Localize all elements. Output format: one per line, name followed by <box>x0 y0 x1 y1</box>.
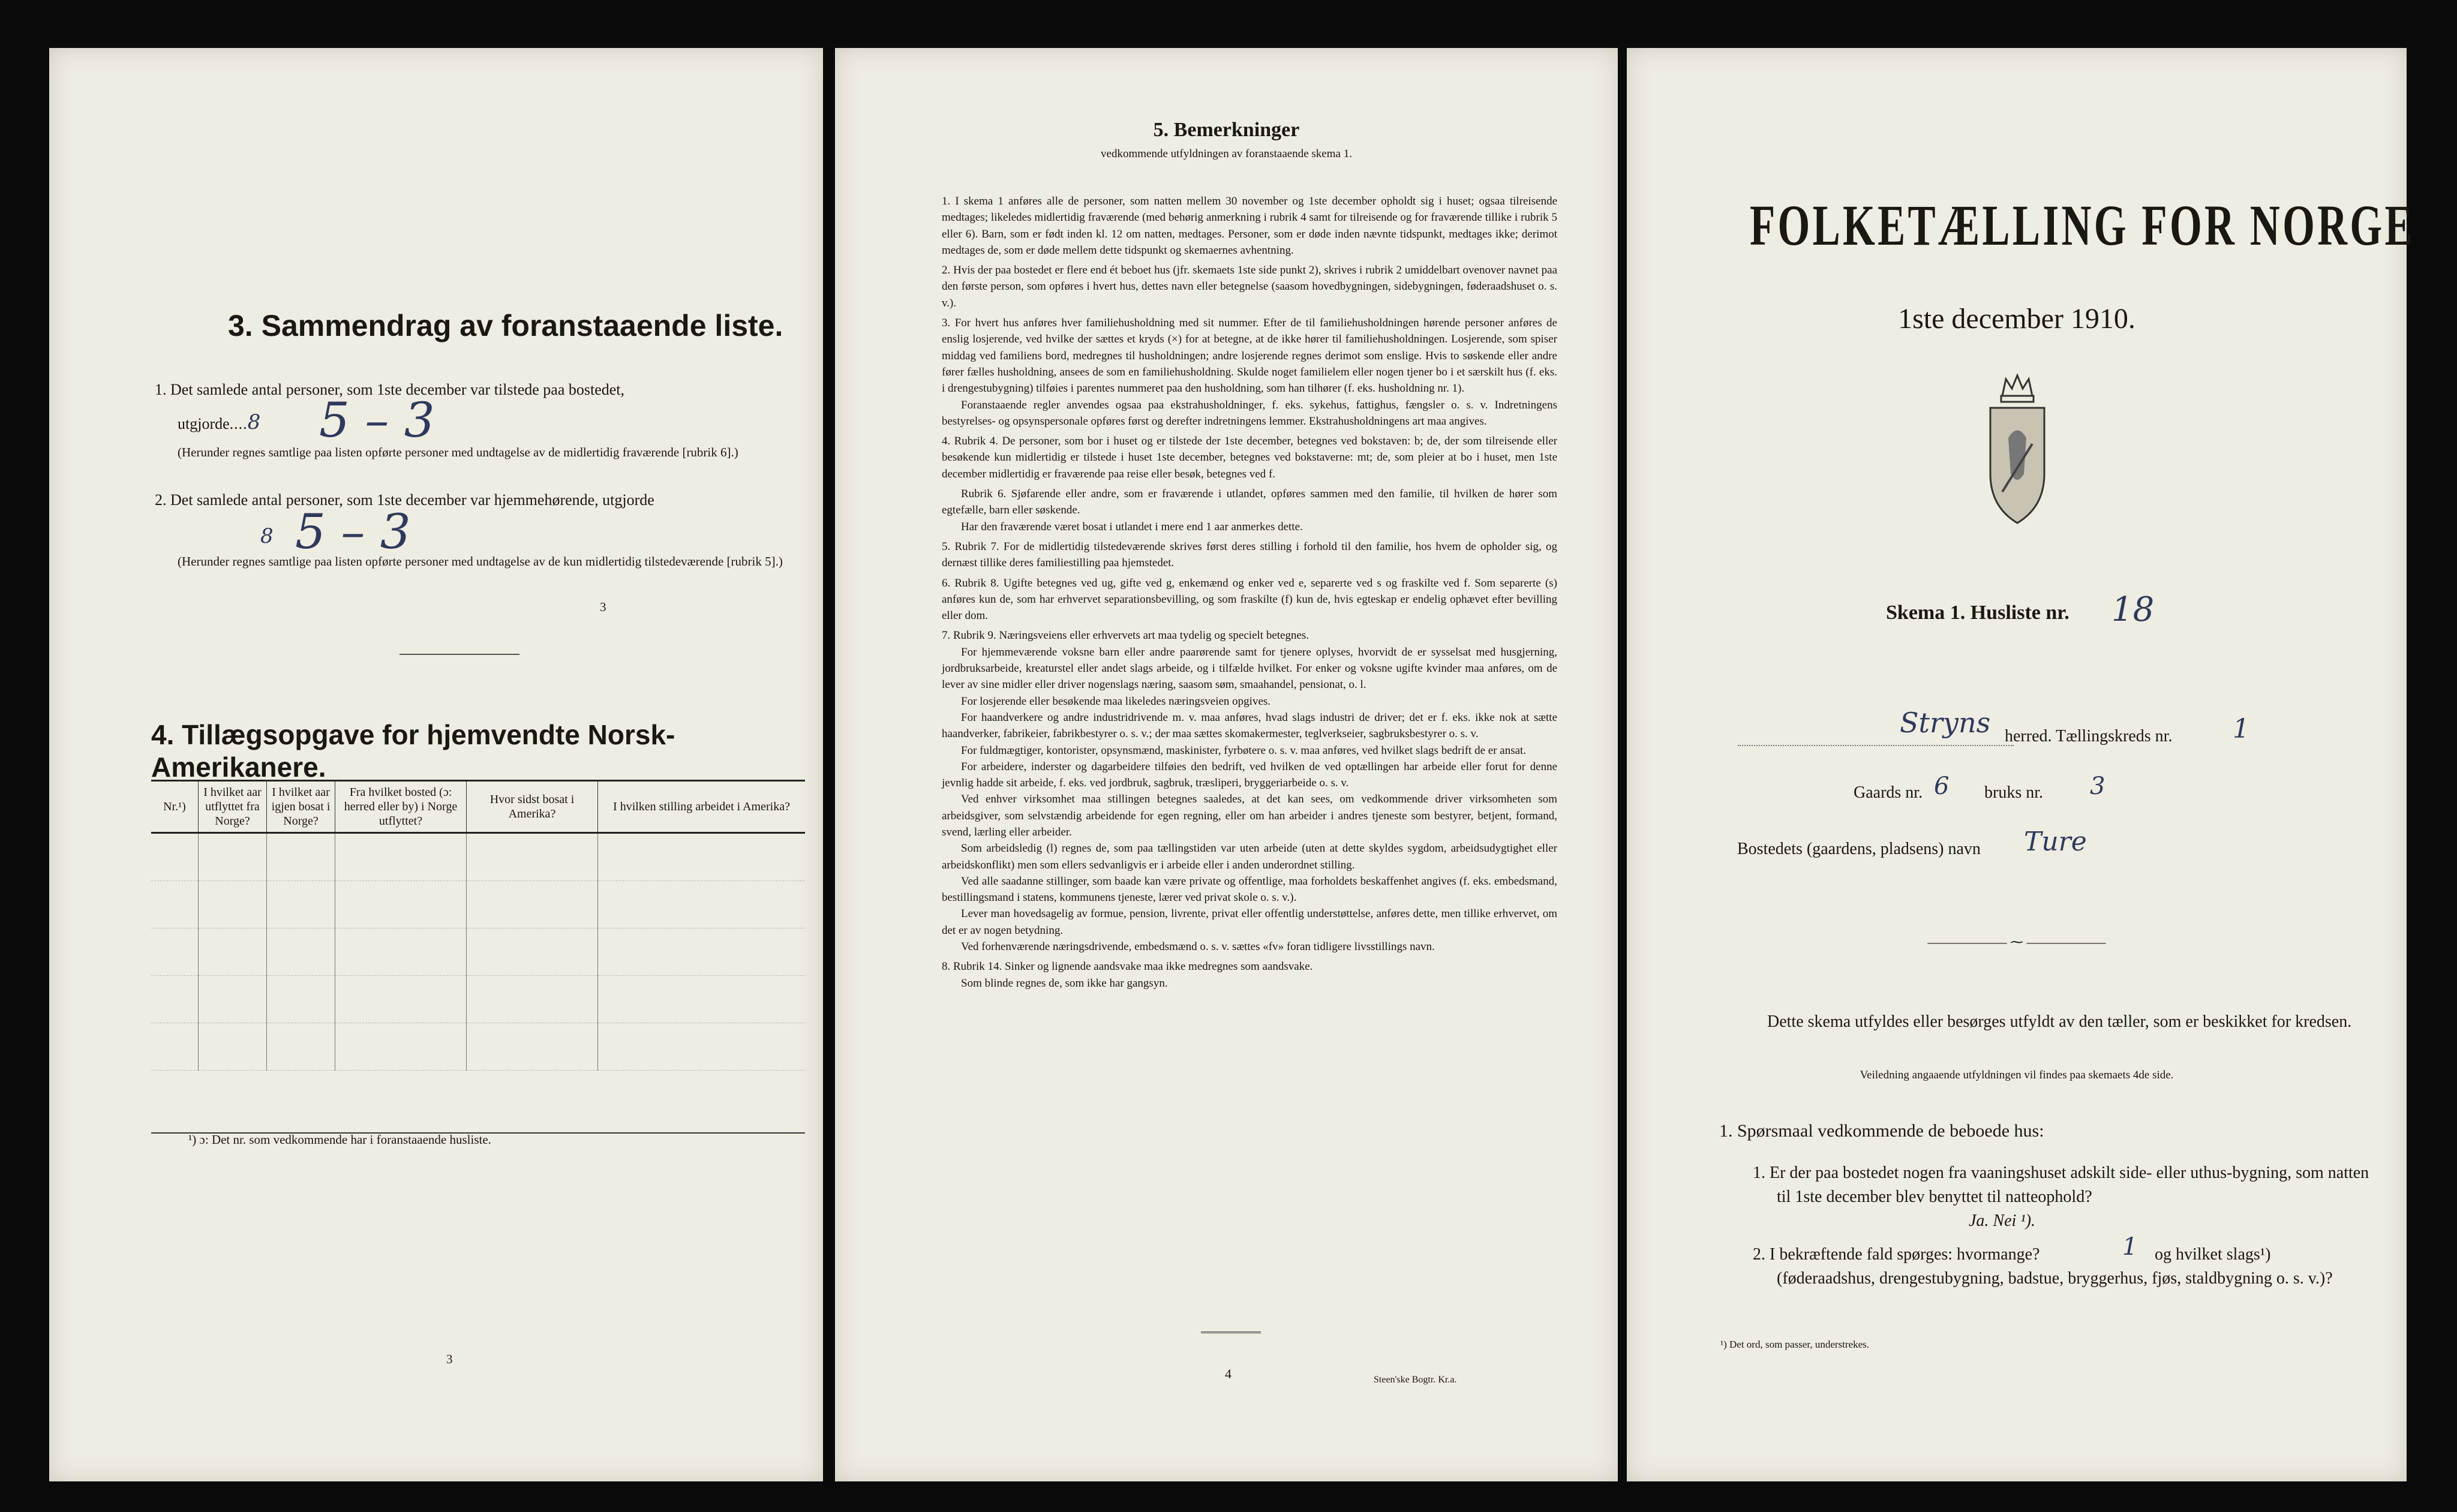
remark-5: 5. Rubrik 7. For de midlertidig tilstedeværende skrives først deres stilling i forhold til den familie, hos hvem de opholder sig, og dernæst tillike deres familiestilling paa hjemstedet. <box>942 540 1557 570</box>
item-2-value: 8 <box>260 524 274 548</box>
table-header: Hvor sidst bosat i Amerika? <box>467 781 598 833</box>
schema-label: Skema 1. Husliste nr. <box>1886 602 2069 624</box>
page-number: 3 <box>446 1352 453 1366</box>
item-2-text: 2. Det samlede antal personer, som 1ste december var hjemmehørende, utgjorde <box>155 491 654 509</box>
remark-3: 3. For hvert hus anføres hver familiehusholdning med sit nummer. Efter de til familiehusholdningen hørende personer anføres de enslig losjerende, ved hvilke der sættes et kryds (×) for at betegne, at de ikke hører til familiehusholdningen. Losjerende, som spiser middag ved familiens bord, medregnes til husholdningen; andre losjerende regnes derimot som enslige. Hvis to søskende eller andre fører fælles husholdning, ansees de som en familiehusholdning. Skulde noget familielem eller nogen tjener bo i et særskilt hus (f. eks. i drengestubygning) tilføies i parentes nummeret paa den husholdning, som han tilhører (f. eks. husholdning nr. 1). <box>942 317 1557 395</box>
bosted-handwriting: Ture <box>2024 826 2087 857</box>
remark-7: 7. Rubrik 9. Næringsveiens eller erhvervets art maa tydelig og specielt betegnes. <box>942 629 1309 642</box>
printer-mark: Steen'ske Bogtr. Kr.a. <box>1374 1375 1457 1385</box>
question-2: 2. I bekræftende fald spørges: hvormange? <box>1753 1245 2040 1264</box>
remarks-body <box>942 193 1557 991</box>
item-1-handwriting: 5 – 3 <box>319 392 435 448</box>
remark-7j: Ved forhenværende næringsdrivende, embedsmænd o. s. v. sættes «fv» foran tidligere livsstillings navn. <box>961 940 1435 954</box>
kreds-handwriting: 1 <box>2233 714 2249 744</box>
census-date: 1ste december 1910. <box>1898 303 2135 335</box>
remarks-subtitle: vedkommende utfyldningen av foranstaaende skema 1. <box>1101 148 1352 160</box>
divider <box>400 654 519 655</box>
remark-4b: Rubrik 6. Sjøfarende eller andre, som er fraværende i utlandet, opføres sammen med den familie, til hvilken de hører som egtefælle, barn eller søskende. <box>942 488 1557 517</box>
ornament: ―――――― ⁓ ―――――― <box>1927 934 2106 949</box>
norsk-amerikanere-table <box>151 780 805 1071</box>
table-header: I hvilket aar utflyttet fra Norge? <box>199 781 267 833</box>
remark-7e: For arbeidere, inderster og dagarbeidere tilføies den bedrift, ved hvilken de ved optællingen har arbeide eller forut for denne jevnlig hadde sit arbeide, f. eks. ved jordbruk, sagbruk, træsliperi, bryggeriarbeide o. s. v. <box>942 760 1557 790</box>
question-2-handwriting: 1 <box>2122 1233 2138 1261</box>
item-1-lead: utgjorde....8 <box>178 410 261 434</box>
remark-7c: For haandverkere og andre industridrivende m. v. maa anføres, hvad slags industri de driver; det er f. eks. ikke nok at sætte haandverker, fabrikeier, fabrikbestyrer o. s. v.; der maa sættes skomakermester, teglverkseier, sagbruksbestyrer o. s. v. <box>942 711 1557 741</box>
item-2-note: (Herunder regnes samtlige paa listen opførte personer med undtagelse av de kun midlertidig tilstedeværende [rubrik 5].) <box>178 554 783 569</box>
cover-page <box>1627 48 2415 1481</box>
question-1: 1. Er der paa bostedet nogen fra vaaningshuset adskilt side- eller uthus-bygning, som natten til 1ste december blev benyttet til natteophold? <box>1753 1164 2369 1206</box>
remark-4: 4. Rubrik 4. De personer, som bor i huset og er tilstede der 1ste december, betegnes ved bokstaven: b; de, der som tilreisende eller besøkende kun midlertidig er tilstede i huset 1ste december, betegnes ved bokstaverne: mt; de, som pleier at bo i huset, men 1ste december midlertidig er fraværende paa reise eller besøk, betegnes ved f. <box>942 435 1557 480</box>
herred-handwriting: Stryns <box>1900 707 1991 739</box>
gaards-handwriting: 6 <box>1934 772 1950 800</box>
question-1-answer: Ja. Nei ¹). <box>1969 1212 2036 1230</box>
divider <box>1201 1331 1261 1333</box>
page-3-summary <box>49 48 823 1481</box>
item-1-note: (Herunder regnes samtlige paa listen opførte personer med undtagelse av de midlertidig fraværende [rubrik 6].) <box>178 445 738 459</box>
remarks-title: 5. Bemerkninger <box>1153 119 1300 141</box>
remark-2: 2. Hvis der paa bostedet er flere end ét beboet hus (jfr. skemaets 1ste side punkt 2), skrives i rubrik 2 umiddelbart ovenover navnet paa den første person, som opføres i hvert hus, dettes navn eller betegnelse (saasom hovedbygningen, sidebygningen, føderaadshuset o. s. v.). <box>942 264 1557 309</box>
table-header: I hvilket aar igjen bosat i Norge? <box>267 781 335 833</box>
stray-mark: 3 <box>600 600 606 614</box>
table-row <box>151 1023 805 1071</box>
remark-1: 1. I skema 1 anføres alle de personer, som natten mellem 30 november og 1ste december opholdt sig i huset; ogsaa tilreisende medtages; likeledes midlertidig fraværende (med behørig anmerkning i rubrik 4 samt for tilreisende og for fraværende tillike i rubrik 5 eller 6). Barn, som er født inden kl. 12 om natten, medtages. Personer, som er døde inden nævnte tidspunkt, medtages ikke; derimot medtages de, som er døde mellem dette tidspunkt og skemaernes avhentning. <box>942 195 1557 257</box>
table-row <box>151 976 805 1023</box>
remark-4c: Har den fraværende været bosat i utlandet i mere end 1 aar anmerkes dette. <box>961 520 1303 533</box>
table-footnote: ¹) ɔ: Det nr. som vedkommende har i foranstaaende husliste. <box>188 1132 491 1147</box>
bruks-handwriting: 3 <box>2090 772 2105 800</box>
remark-8b: Som blinde regnes de, som ikke har gangsyn. <box>961 976 1168 990</box>
table-header: Nr.¹) <box>151 781 199 833</box>
item-1-text: 1. Det samlede antal personer, som 1ste december var tilstede paa bostedet, <box>155 381 625 398</box>
cover-footnote: ¹) Det ord, som passer, understrekes. <box>1720 1339 1870 1350</box>
remark-8: 8. Rubrik 14. Sinker og lignende aandsvake maa ikke medregnes som aandsvake. <box>942 960 1313 973</box>
remark-3b: Foranstaaende regler anvendes ogsaa paa ekstrahusholdninger, f. eks. sykehus, fattighus, fængsler o. s. v. Indretningens bestyrelses- og opsynspersonale opføres først og derefter indretningens lemmer. Ekstrahusholdningens art maa angives. <box>942 398 1557 428</box>
table-row <box>151 881 805 928</box>
remark-7g: Som arbeidsledig (l) regnes de, som paa tællingstiden var uten arbeide (uten at dette skyldes sygdom, arbeidsudygtighet eller arbeidskonflikt) men som ellers sedvanligvis er i arbeide eller i anden underordnet stilling. <box>942 842 1557 871</box>
remark-7d: For fuldmægtiger, kontorister, opsynsmænd, maskinister, fyrbøtere o. s. v. maa anføres, ved hvilket slags bedrift de er ansat. <box>961 744 1527 757</box>
questions-title: 1. Spørsmaal vedkommende de beboede hus: <box>1719 1121 2044 1141</box>
page-4-remarks <box>835 48 1618 1481</box>
remark-7h: Ved alle saadanne stillinger, som baade kan være private og offentlige, maa forholdets beskaffenhet angives (f. eks. embedsmand, bestillingsmand i statens, kommunens tjeneste, lærer ved privat skole o. s. v.). <box>942 874 1557 904</box>
table-header: Fra hvilket bosted (ɔ: herred eller by) i Norge utflyttet? <box>335 781 467 833</box>
instruction-note: Veiledning angaaende utfyldningen vil findes paa skemaets 4de side. <box>1860 1069 2174 1081</box>
table-row <box>151 833 805 881</box>
bruks-label: bruks nr. <box>1984 783 2043 802</box>
herred-label: herred. Tællingskreds nr. <box>2005 727 2173 746</box>
section-4-title: 4. Tillægsopgave for hjemvendte Norsk-Amerikanere. <box>151 719 675 783</box>
question-2-rest: og hvilket slags¹) (føderaadshus, drengestubygning, badstue, bryggerhus, fjøs, staldbygning o. s. v.)? <box>1777 1245 2333 1288</box>
table-row <box>151 928 805 976</box>
main-title: FOLKETÆLLING FOR NORGE <box>1750 193 2415 257</box>
coat-of-arms-icon <box>1984 372 2050 528</box>
item-2-handwriting: 5 – 3 <box>295 504 411 560</box>
remark-7a: For hjemmeværende voksne barn eller andre paarørende samt for tjenere oplyses, hvorvidt de er sysselsat med husgjerning, jordbruksarbeide, kreaturstel eller andet slags arbeide, og i tilfælde hvilket. For enker og voksne ugifte kvinder maa anføres, om de lever av sine midler eller driver nogenslags næring, saasom søm, smaahandel, pensionat, o. l. <box>942 645 1557 692</box>
page-number: 4 <box>1225 1366 1231 1381</box>
table-header: I hvilken stilling arbeidet i Amerika? <box>598 781 806 833</box>
schema-number: 18 <box>2111 590 2155 629</box>
bosted-label: Bostedets (gaardens, pladsens) navn <box>1737 840 1981 858</box>
remark-7f: Ved enhver virksomhet maa stillingen betegnes saaledes, at det kan sees, om vedkommende driver virksomheten som arbeidsgiver, som selvstændig arbeidende for egen regning, eller om han arbeider i andres tjeneste som bestyrer, betjent, formand, svend, lærling eller arbeider. <box>942 793 1557 838</box>
remark-6: 6. Rubrik 8. Ugifte betegnes ved ug, gifte ved g, enkemænd og enker ved e, separerte ved s og fraskilte ved f. Som separerte (s) anføres kun de, som har erhvervet separationsbevilling, og som fraskilte (f) kun de, hvis egteskap er endelig ophævet efter bevilling eller dom. <box>942 576 1557 623</box>
remark-7i: Lever man hovedsagelig av formue, pension, livrente, privat eller offentlig understøttelse, anføres dette, men tillike erhvervet, om det er av nogen betydning. <box>942 907 1557 937</box>
gaards-label: Gaards nr. <box>1854 783 1923 802</box>
instruction: Dette skema utfyldes eller besørges utfyldt av den tæller, som er beskikket for kredsen. <box>1767 1012 2352 1031</box>
section-3-title: 3. Sammendrag av foranstaaende liste. <box>228 309 783 342</box>
remark-7b: For losjerende eller besøkende maa likeledes næringsveien opgives. <box>961 695 1271 708</box>
